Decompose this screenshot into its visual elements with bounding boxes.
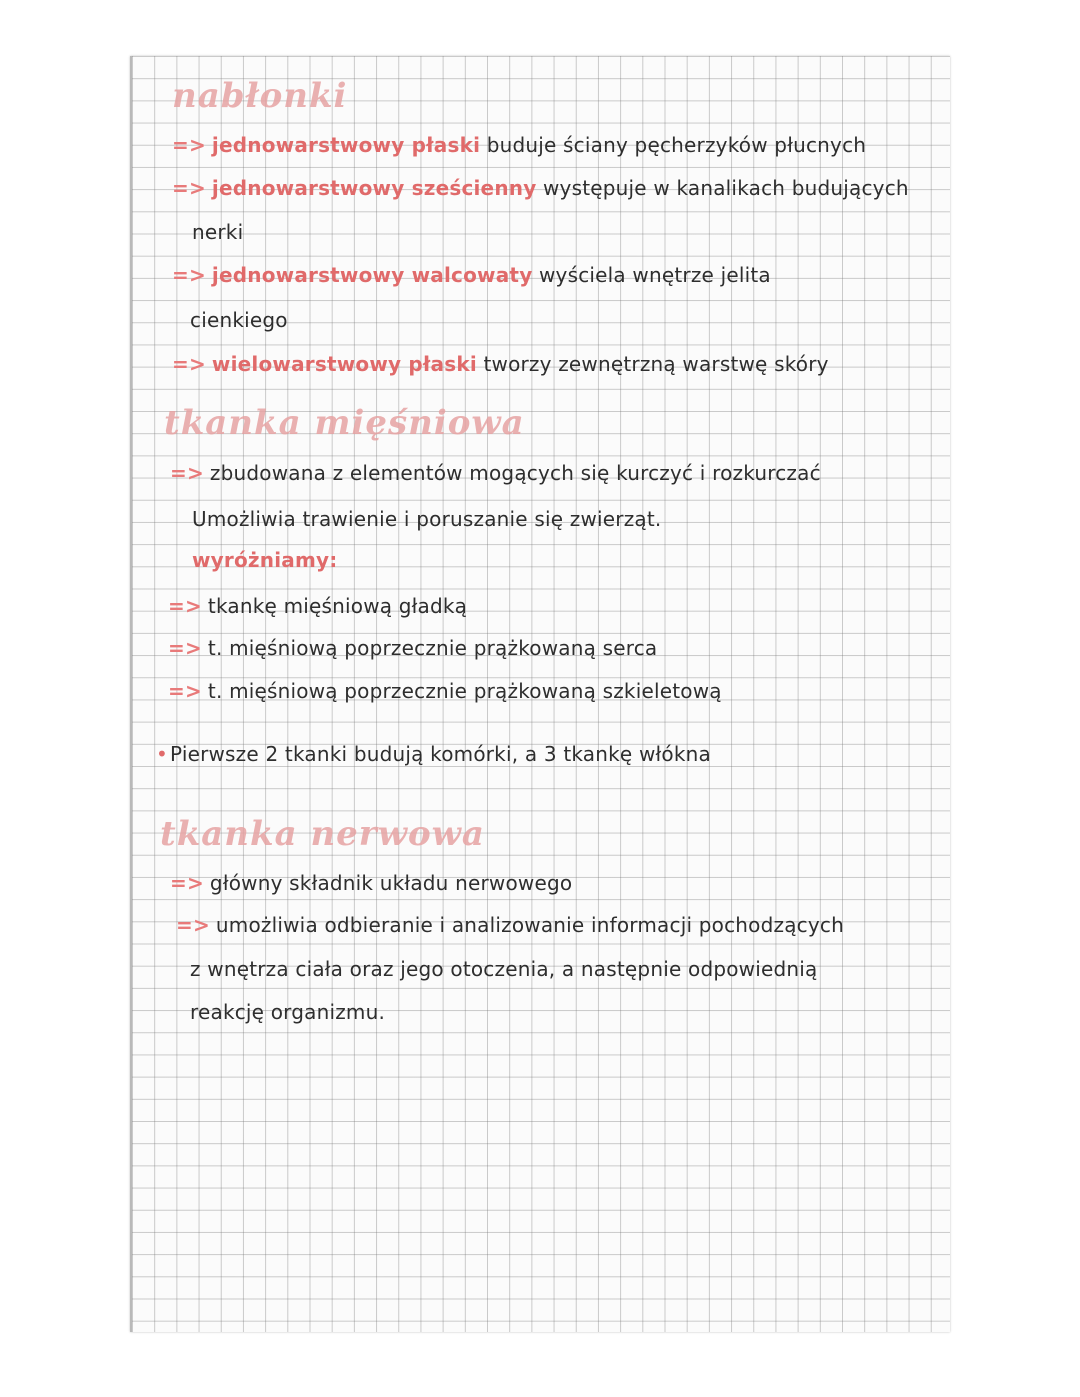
term: jednowarstwowy sześcienny (211, 176, 537, 200)
note-line-continued: reakcję organizmu. (190, 1000, 386, 1024)
note-line (172, 176, 909, 200)
double-arrow-icon: => (176, 913, 210, 937)
list-item (168, 594, 467, 618)
note-line-continued: Umożliwia trawienie i poruszanie się zwierząt. (192, 507, 662, 531)
note-line-continued: cienkiego (190, 308, 288, 332)
section-title-nablonki: nabłonki (172, 76, 348, 116)
line-text: tworzy zewnętrzną warstwę skóry (476, 352, 829, 376)
double-arrow-icon: => (172, 133, 206, 157)
term: wielowarstwowy płaski (211, 352, 477, 376)
line-text: Pierwsze 2 tkanki budują komórki, a 3 tkankę włókna (170, 742, 711, 766)
note-line (172, 352, 829, 376)
bullet-icon: • (156, 742, 168, 766)
note-line (172, 263, 771, 287)
line-text: wyściela wnętrze jelita (532, 263, 771, 287)
double-arrow-icon: => (170, 871, 204, 895)
double-arrow-icon: => (168, 594, 202, 618)
note-line (176, 913, 844, 937)
section-title-tkanka-miesniowa: tkanka mięśniowa (164, 403, 525, 443)
subheading: wyróżniamy: (192, 548, 338, 572)
line-text: główny składnik układu nerwowego (209, 871, 573, 895)
double-arrow-icon: => (168, 679, 202, 703)
list-item-text: t. mięśniową poprzecznie prążkowaną serca (207, 636, 658, 660)
double-arrow-icon: => (172, 352, 206, 376)
note-line-continued: z wnętrza ciała oraz jego otoczenia, a następnie odpowiednią (190, 957, 818, 981)
note-line (156, 742, 711, 766)
double-arrow-icon: => (168, 636, 202, 660)
line-text: zbudowana z elementów mogących się kurczyć i rozkurczać (209, 461, 821, 485)
list-item (168, 636, 657, 660)
line-text: buduje ściany pęcherzyków płucnych (480, 133, 867, 157)
note-line (170, 871, 572, 895)
list-item-text: t. mięśniową poprzecznie prążkowaną szkieletową (207, 679, 722, 703)
double-arrow-icon: => (172, 176, 206, 200)
note-line (172, 133, 866, 157)
line-text: umożliwia odbieranie i analizowanie informacji pochodzących (215, 913, 844, 937)
note-line (170, 461, 821, 485)
section-title-tkanka-nerwowa: tkanka nerwowa (160, 814, 485, 854)
list-item (168, 679, 722, 703)
line-text: występuje w kanalikach budujących (536, 176, 909, 200)
note-line-continued: nerki (192, 220, 244, 244)
term: jednowarstwowy płaski (211, 133, 481, 157)
list-item-text: tkankę mięśniową gładką (207, 594, 468, 618)
double-arrow-icon: => (170, 461, 204, 485)
term: jednowarstwowy walcowaty (211, 263, 533, 287)
double-arrow-icon: => (172, 263, 206, 287)
